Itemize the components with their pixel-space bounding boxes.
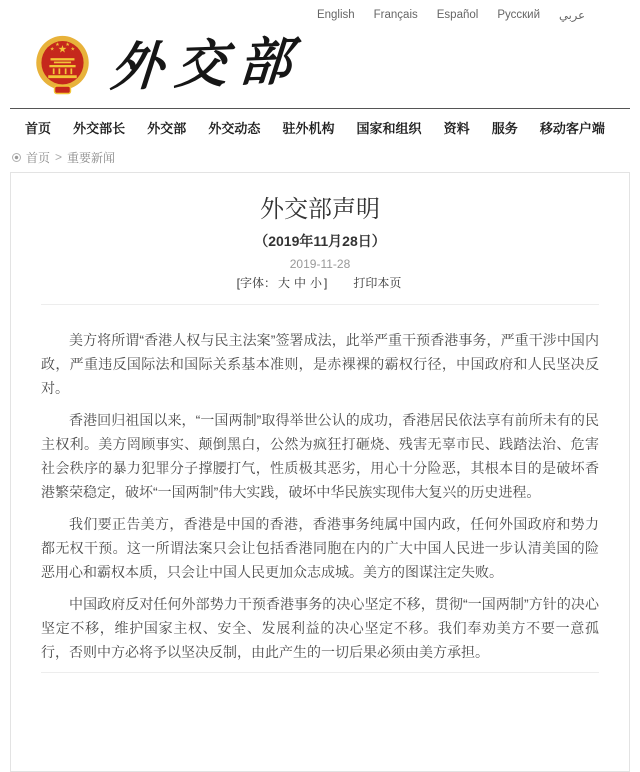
- font-size-small-button[interactable]: 小: [310, 276, 323, 290]
- nav-item-missions-abroad[interactable]: 驻外机构: [282, 121, 335, 136]
- nav-item-resources[interactable]: 资料: [443, 121, 470, 136]
- svg-text:★: ★: [55, 42, 60, 49]
- nav-item-services[interactable]: 服务: [491, 121, 518, 136]
- svg-text:★: ★: [65, 42, 70, 49]
- breadcrumb-current[interactable]: 重要新闻: [67, 150, 116, 165]
- breadcrumb-separator: >: [55, 150, 63, 164]
- national-emblem-icon: [34, 33, 91, 97]
- breadcrumb: [12, 148, 640, 166]
- print-page-button[interactable]: 打印本页: [353, 276, 402, 290]
- lang-russian[interactable]: Русский: [497, 9, 540, 21]
- lang-francais[interactable]: Français: [373, 9, 418, 21]
- lang-english[interactable]: English: [316, 9, 355, 21]
- font-size-bracket-close: ]: [324, 276, 328, 290]
- nav-item-mobile-client[interactable]: 移动客户端: [539, 121, 605, 136]
- article-paragraph-1: 美方将所谓“香港人权与民主法案”签署成法，此举严重干预香港事务，严重干涉中国内政，严重违反国际法和国际关系基本准则，是赤裸裸的霸权行径，中国政府和人民坚决反对。: [41, 332, 599, 396]
- article-container: [10, 172, 630, 772]
- lang-espanol[interactable]: Español: [436, 9, 479, 21]
- font-size-label: [字体：: [236, 276, 276, 290]
- font-size-large-button[interactable]: 大: [277, 276, 290, 290]
- site-header: [0, 22, 640, 108]
- breadcrumb-home[interactable]: 首页: [26, 150, 51, 165]
- svg-text:★: ★: [57, 44, 68, 56]
- nav-item-ministry[interactable]: 外交部: [147, 121, 187, 136]
- breadcrumb-bullet-icon: [12, 153, 21, 162]
- site-logo[interactable]: [34, 30, 306, 99]
- article-subtitle: （2019年11月28日）: [254, 233, 386, 249]
- article-body: [41, 328, 599, 664]
- bottom-divider: [41, 672, 599, 673]
- article-toolbar: [41, 276, 599, 290]
- font-size-medium-button[interactable]: 中: [293, 276, 306, 290]
- svg-text:★: ★: [70, 46, 76, 53]
- lang-arabic[interactable]: عربي: [559, 10, 585, 22]
- article-paragraph-4: 中国政府反对任何外部势力干预香港事务的决心坚定不移，贯彻“一国两制”方针的决心坚定不移，维护国家主权、安全、发展利益的决心坚定不移。我们奉劝美方不要一意孤行，否则中方必将予以坚决反制，由此产生的一切后果必须由美方承担。: [41, 596, 599, 660]
- article-paragraph-2: 香港回归祖国以来，“一国两制”取得举世公认的成功，香港居民依法享有前所未有的民主权利。美方罔顾事实、颠倒黑白，公然为疯狂打砸烧、残害无辜市民、践踏法治、危害社会秩序的暴力犯罪分子撑腰打气，性质极其恶劣，用心十分险恶，其根本目的是破坏香港繁荣稳定，破坏“一国两制”伟大实践，破坏中华民族实现伟大复兴的历史进程。: [41, 412, 599, 500]
- nav-item-home[interactable]: 首页: [25, 121, 52, 136]
- language-bar: [0, 0, 640, 22]
- main-nav: [10, 108, 630, 144]
- nav-item-foreign-minister[interactable]: 外交部长: [73, 121, 126, 136]
- nav-item-countries-organizations[interactable]: 国家和组织: [356, 121, 422, 136]
- article-date: 2019-11-28: [289, 257, 351, 271]
- top-divider: [41, 304, 599, 305]
- logo-calligraphy: 外交部: [108, 30, 306, 99]
- article-paragraph-3: 我们要正告美方，香港是中国的香港，香港事务纯属中国内政，任何外国政府和势力都无权干预。这一所谓法案只会让包括香港同胞在内的广大中国人民进一步认清美国的险恶用心和霸权本质，只会让中国人民更加众志成城。美方的图谋注定失败。: [41, 516, 599, 580]
- nav-item-diplomatic-activities[interactable]: 外交动态: [208, 121, 261, 136]
- article-title: 外交部声明: [260, 196, 380, 223]
- svg-text:★: ★: [49, 46, 55, 53]
